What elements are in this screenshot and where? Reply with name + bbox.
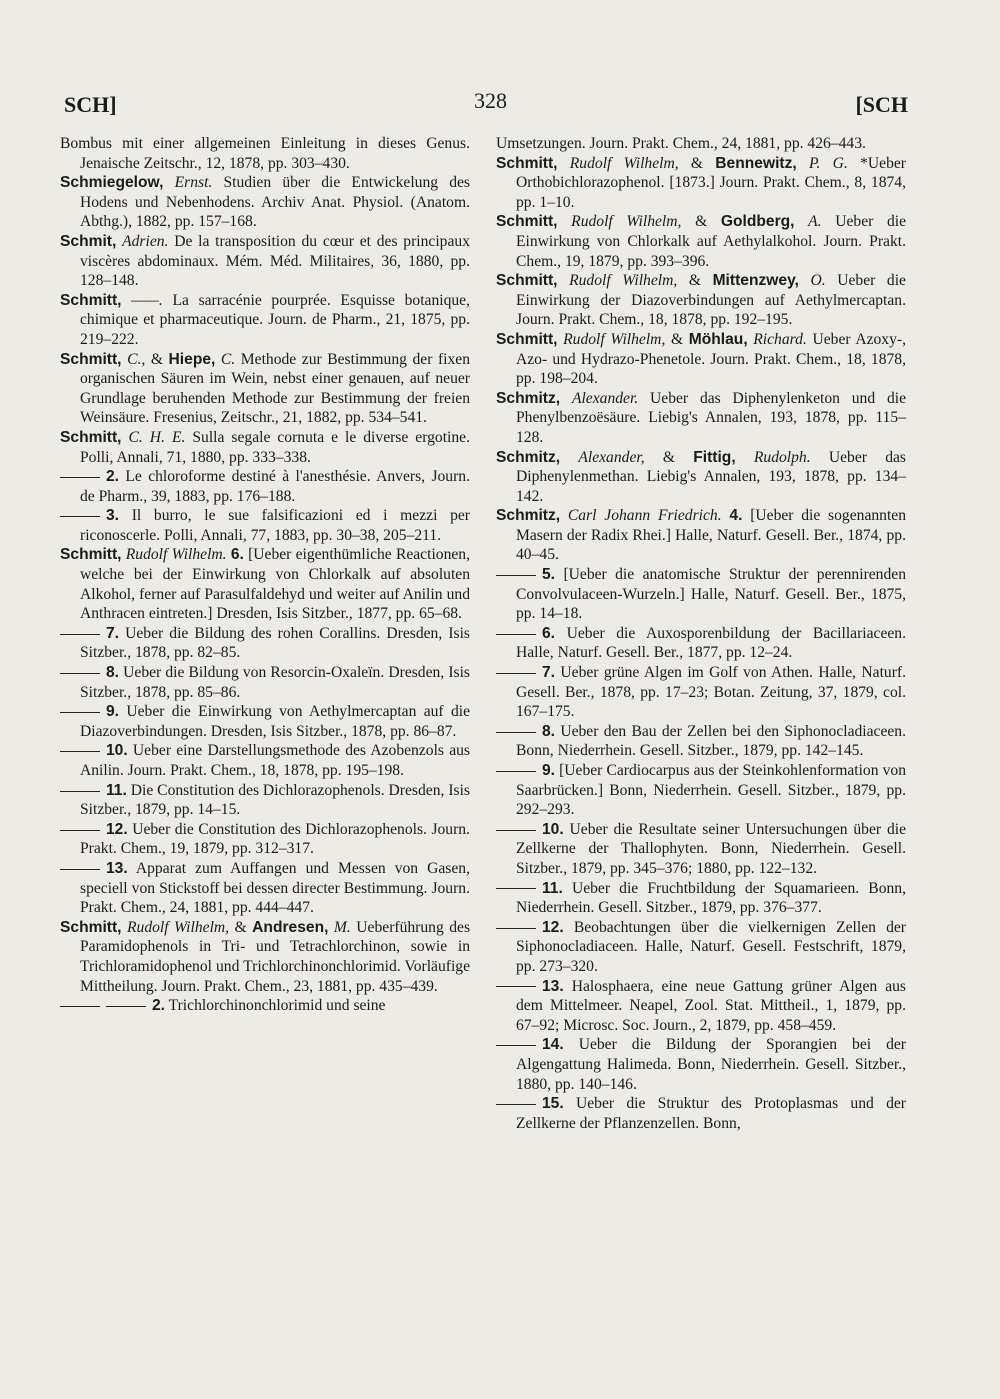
entry-number: 8.: [542, 722, 556, 740]
bibliography-entry: [496, 879, 906, 918]
author-joiner: &: [150, 350, 163, 368]
entry-text: Ueber das Diphenylenmethan. Liebig's Annalen, 193, 1878, pp. 134–142.: [516, 448, 906, 505]
bibliography-entry: [60, 918, 470, 996]
author-surname: Schmiegelow,: [60, 174, 164, 192]
entry-text: Ueber die Einwirkung von Aethylmercaptan auf die Diazoverbindungen. Dresden, Isis Sitzber., 1878, pp. 86–87.: [80, 703, 471, 740]
entry-text: De la transposition du cœur et des principaux viscères abdominaux. Mém. Méd. Militaires, 36, 1880, pp. 128–148.: [80, 232, 470, 290]
entry-text: Die Constitution des Dichlorazophenols. Dresden, Isis Sitzber., 1879, pp. 14–15.: [80, 781, 470, 819]
repeat-author-dash: [60, 751, 100, 752]
bibliography-entry: [60, 781, 470, 820]
repeat-author-dash: [496, 673, 536, 674]
repeat-author-dash: [496, 888, 536, 889]
entry-text: Ueber die Einwirkung der Diazoverbindungen auf Aethylmercaptan. Journ. Prakt. Chem., 18, 1878, pp. 192–195.: [516, 272, 906, 329]
coauthor-surname: Mittenzwey,: [712, 272, 799, 290]
bibliography-entry: [60, 663, 470, 702]
coauthor-surname: Fittig,: [693, 448, 736, 466]
entry-number: 10.: [542, 820, 564, 838]
entry-text: Ueber eine Darstellungsmethode des Azobenzols aus Anilin. Journ. Prakt. Chem., 18, 1878, pp. 195–198.: [80, 742, 470, 779]
bibliography-entry: [496, 565, 906, 624]
repeat-author-dash: [106, 1006, 146, 1007]
running-head-right: [SCH: [855, 92, 908, 117]
entry-text: Apparat zum Auffangen und Messen von Gasen, speciell von Stickstoff bei dessen directer Bestimmung. Journ. Prakt. Chem., 24, 1881, pp. 444–447.: [80, 859, 470, 917]
entry-text: Ueber die Struktur des Protoplasmas und der Zellkerne der Pflanzenzellen. Bonn,: [516, 1095, 906, 1132]
repeat-author-dash: [60, 1006, 100, 1007]
coauthor-surname: Hiepe,: [168, 350, 216, 368]
author-surname: Schmitt,: [60, 350, 122, 368]
entry-number: 11.: [542, 879, 563, 897]
bibliography-entry: [60, 467, 470, 506]
author-given-name: Adrien.: [122, 232, 169, 250]
author-surname: Schmitt,: [60, 546, 122, 564]
bibliography-entry: [60, 291, 470, 350]
entry-text: Ueber die Resultate seiner Untersuchungen über die Zellkerne der Thallophyten. Bonn, Niederrhein. Gesell. Sitzber., 1879, pp. 345–376; 1880, pp. 122–132.: [516, 820, 906, 877]
repeat-author-dash: [496, 1045, 536, 1046]
entry-text: Ueber die Einwirkung von Chlorkalk auf Aethylalkohol. Journ. Prakt. Chem., 19, 1879, pp. 393–396.: [516, 213, 907, 270]
author-given-name: Ernst.: [174, 174, 213, 192]
author-surname: Schmitt,: [496, 330, 558, 348]
repeat-author-dash: [60, 477, 100, 478]
bibliography-entry: [496, 820, 906, 879]
entry-number: 11.: [106, 781, 127, 799]
repeat-author-dash: [60, 516, 100, 517]
bibliography-entry: [496, 389, 906, 448]
author-given-name: ——.: [131, 291, 163, 309]
author-surname: Schmitz,: [496, 389, 561, 407]
entry-text: Sulla segale cornuta e le diverse ergotine. Polli, Annali, 71, 1880, pp. 333–338.: [80, 428, 470, 466]
entry-text: [Ueber Cardiocarpus aus der Steinkohlenformation von Saarbrücken.] Bonn, Niederrhein. Gesell. Sitzber., 1879, pp. 292–293.: [516, 762, 906, 819]
bibliography-entry: [496, 506, 906, 565]
author-surname: Schmitz,: [496, 507, 561, 525]
bibliography-entry: [60, 232, 470, 291]
bibliography-entry: [60, 741, 470, 780]
entry-number: 2.: [152, 997, 166, 1015]
bibliography-entry: [496, 448, 906, 507]
entry-text: Ueber grüne Algen im Golf von Athen. Halle, Naturf. Gesell. Ber., 1878, pp. 17–23; Botan. Zeitung, 37, 1879, col. 167–175.: [516, 664, 906, 721]
page-number: 328: [474, 88, 507, 113]
repeat-author-dash: [60, 712, 100, 713]
coauthor-given-name: Richard.: [753, 330, 807, 348]
repeat-author-dash: [60, 869, 100, 870]
entry-text: Ueberführung des Paramidophenols in Tri- und Tetrachlorchinon, sowie in Trichloramidophenol und Trichlorchinonchlorimid. Vorläufige Mittheilung. Journ. Prakt. Chem., 23, 1881, pp. 435–439.: [80, 918, 471, 995]
repeat-author-dash: [60, 830, 100, 831]
entry-number: 8.: [106, 664, 120, 682]
entry-number: 5.: [542, 566, 556, 584]
entry-number: 9.: [106, 703, 120, 721]
author-joiner: &: [695, 213, 708, 231]
coauthor-given-name: P. G.: [809, 154, 848, 172]
bibliography-entry: [60, 820, 470, 859]
entry-text: Ueber den Bau der Zellen bei den Siphonocladiaceen. Bonn, Niederrhein. Gesell. Sitzber., 1879, pp. 142–145.: [516, 722, 907, 760]
bibliography-entry: [60, 545, 470, 623]
repeat-author-dash: [496, 986, 536, 987]
entry-number: 14.: [542, 1036, 564, 1054]
coauthor-given-name: A.: [808, 213, 822, 231]
author-joiner: &: [662, 448, 675, 466]
bibliography-entry: [496, 212, 906, 271]
bibliography-entry: [496, 271, 906, 330]
entry-text: Ueber die Auxosporenbildung der Bacillariaceen. Halle, Naturf. Gesell. Ber., 1877, pp. 12–24.: [516, 624, 906, 662]
bibliography-entry: [60, 624, 470, 663]
entry-number: 3.: [106, 507, 120, 525]
bibliography-entry: [496, 330, 906, 389]
bibliography-entry: [60, 350, 470, 428]
repeat-author-dash: [496, 928, 536, 929]
author-surname: Schmitt,: [496, 213, 558, 231]
bibliography-entry: [496, 977, 906, 1036]
entry-text: Ueber das Diphenylenketon und die Phenylbenzoësäure. Liebig's Annalen, 193, 1878, pp. 115–128.: [516, 389, 907, 446]
entry-text: Le chloroforme destiné à l'anesthésie. Anvers, Journ. de Pharm., 39, 1883, pp. 176–188.: [80, 468, 470, 505]
coauthor-given-name: C.: [220, 350, 236, 368]
bibliography-entry: [496, 722, 906, 761]
entry-number: 2.: [106, 468, 120, 486]
entry-text: Bombus mit einer allgemeinen Einleitung in dieses Genus. Jenaische Zeitschr., 12, 1878, pp. 303–430.: [60, 135, 470, 172]
coauthor-surname: Andresen,: [252, 918, 329, 936]
bibliography-entry: [496, 624, 906, 663]
author-given-name: Rudolf Wilhelm.: [125, 546, 227, 564]
entry-text: Halosphaera, eine neue Gattung grüner Algen aus dem Mittelmeer. Neapel, Zool. Stat. Mittheil., 1, 1879, pp. 67–92; Microsc. Soc. Journ., 2, 1879, pp. 458–459.: [516, 977, 906, 1034]
author-given-name: Alexander.: [571, 389, 639, 407]
bibliography-entry: [60, 996, 470, 1016]
coauthor-surname: Möhlau,: [688, 330, 748, 348]
left-column: [60, 134, 470, 1016]
repeat-author-dash: [496, 634, 536, 635]
entry-number: 9.: [542, 762, 556, 779]
bibliography-entry: [496, 154, 906, 213]
entry-text: Studien über die Entwickelung des Hodens und Nebenhodens. Archiv Anat. Physiol. (Anatom. Abthg.), 1882, pp. 157–168.: [80, 174, 471, 231]
author-joiner: &: [688, 272, 701, 290]
bibliography-entry: [60, 428, 470, 467]
entry-text: Ueber die Bildung des rohen Corallins. Dresden, Isis Sitzber., 1878, pp. 82–85.: [80, 624, 470, 662]
author-given-name: Rudolf Wilhelm,: [569, 154, 679, 172]
author-given-name: C. H. E.: [128, 428, 186, 446]
repeat-author-dash: [60, 673, 100, 674]
bibliography-entry: [60, 134, 470, 173]
entry-text: Methode zur Bestimmung der fixen organischen Säuren im Wein, nebst einer genauen, auf neuer Grundlage beruhenden Methode zur Bestimmung der freien Weinsäure. Fresenius, Zeitschr., 21, 1882, pp. 534–541.: [80, 350, 470, 427]
author-surname: Schmitt,: [60, 291, 122, 309]
entry-text: Ueber die Fruchtbildung der Squamarieen. Bonn, Niederrhein. Gesell. Sitzber., 1879, pp. 376–377.: [516, 879, 906, 917]
author-joiner: &: [690, 154, 704, 172]
repeat-author-dash: [496, 1104, 536, 1105]
running-head: [64, 88, 908, 122]
author-given-name: Alexander,: [578, 448, 645, 466]
entry-number: 13.: [106, 859, 128, 877]
bibliography-entry: [496, 134, 906, 154]
author-surname: Schmitt,: [60, 428, 122, 446]
entry-text: [Ueber eigenthümliche Reactionen, welche bei der Einwirkung von Chlorkalk auf absoluten Alkohol, ferner auf Parasulfaldehyd und weiter auf Anilin und Anthracen eintreten.] Dresden, Isis Sitzber., 1877, pp. 65–68.: [80, 546, 470, 623]
author-given-name: Rudolf Wilhelm,: [569, 272, 678, 290]
entry-text: Trichlorchinonchlorimid und seine: [168, 997, 386, 1015]
entry-number: 15.: [542, 1095, 564, 1113]
bibliography-entry: [60, 506, 470, 545]
author-given-name: Rudolf Wilhelm,: [563, 330, 666, 348]
entry-number: 6.: [230, 546, 244, 564]
entry-number: 7.: [106, 624, 120, 642]
repeat-author-dash: [496, 830, 536, 831]
coauthor-given-name: M.: [333, 918, 351, 936]
bibliography-entry: [60, 859, 470, 918]
entry-text: Ueber Azoxy-, Azo- und Hydrazo-Phenetole. Journ. Prakt. Chem., 18, 1878, pp. 198–204.: [516, 330, 906, 388]
entry-text: Ueber die Bildung der Sporangien bei der Algengattung Halimeda. Bonn, Niederrhein. Gesell. Sitzber., 1880, pp. 140–146.: [516, 1036, 907, 1093]
entry-number: 12.: [542, 918, 564, 936]
author-given-name: C.,: [127, 350, 146, 368]
repeat-author-dash: [496, 771, 536, 772]
entry-number: 10.: [106, 742, 128, 760]
author-surname: Schmitt,: [496, 272, 558, 290]
entry-text: *Ueber Orthobichlorazophenol. [1873.] Journ. Prakt. Chem., 8, 1874, pp. 1–10.: [516, 154, 906, 211]
entry-text: Il burro, le sue falsificazioni ed i mezzi per riconoscerle. Polli, Annali, 77, 1883, pp. 30–38, 205–211.: [80, 507, 470, 544]
entry-number: 6.: [542, 624, 556, 642]
author-surname: Schmitt,: [496, 154, 558, 172]
entry-text: La sarracénie pourprée. Esquisse botanique, chimique et pharmaceutique. Journ. de Pharm., 21, 1875, pp. 219–222.: [80, 291, 470, 348]
entry-number: 7.: [542, 664, 556, 682]
entry-number: 4.: [729, 507, 743, 525]
bibliography-entry: [60, 173, 470, 232]
entry-text: Umsetzungen. Journ. Prakt. Chem., 24, 1881, pp. 426–443.: [496, 135, 866, 152]
entry-number: 13.: [542, 977, 564, 995]
entry-text: Ueber die Bildung von Resorcin-Oxaleïn. Dresden, Isis Sitzber., 1878, pp. 85–86.: [80, 664, 470, 701]
coauthor-surname: Bennewitz,: [715, 154, 797, 172]
author-joiner: &: [234, 918, 247, 936]
coauthor-surname: Goldberg,: [720, 213, 795, 231]
bibliography-entry: [496, 918, 906, 977]
repeat-author-dash: [60, 634, 100, 635]
repeat-author-dash: [60, 791, 100, 792]
bibliography-entry: [496, 663, 906, 722]
bibliography-entry: [496, 1094, 906, 1133]
author-given-name: Carl Johann Friedrich.: [567, 507, 722, 525]
running-head-left: SCH]: [64, 92, 117, 117]
coauthor-given-name: O.: [810, 272, 826, 290]
repeat-author-dash: [496, 575, 536, 576]
entry-text: Ueber die Constitution des Dichlorazophenols. Journ. Prakt. Chem., 19, 1879, pp. 312–317.: [80, 820, 470, 858]
author-surname: Schmit,: [60, 232, 117, 250]
coauthor-given-name: Rudolph.: [753, 448, 811, 466]
author-surname: Schmitz,: [496, 448, 561, 466]
author-given-name: Rudolf Wilhelm,: [127, 918, 230, 936]
author-joiner: &: [670, 330, 684, 348]
author-surname: Schmitt,: [60, 918, 122, 936]
entry-text: [Ueber die anatomische Struktur der perennirenden Convolvulaceen-Wurzeln.] Halle, Naturf. Gesell. Ber., 1875, pp. 14–18.: [516, 566, 906, 623]
entry-number: 12.: [106, 820, 128, 838]
entry-text: Beobachtungen über die vielkernigen Zellen der Siphonocladiaceen. Halle, Naturf. Gesell. Festschrift, 1879, pp. 273–320.: [516, 918, 906, 975]
bibliography-entry: [60, 702, 470, 741]
right-column: [496, 134, 906, 1133]
bibliography-entry: [496, 1035, 906, 1094]
author-given-name: Rudolf Wilhelm,: [571, 213, 682, 231]
entry-text: [Ueber die sogenannten Masern der Radix Rhei.] Halle, Naturf. Gesell. Ber., 1874, pp. 40–45.: [516, 507, 907, 564]
repeat-author-dash: [496, 732, 536, 733]
bibliography-entry: [496, 761, 906, 820]
